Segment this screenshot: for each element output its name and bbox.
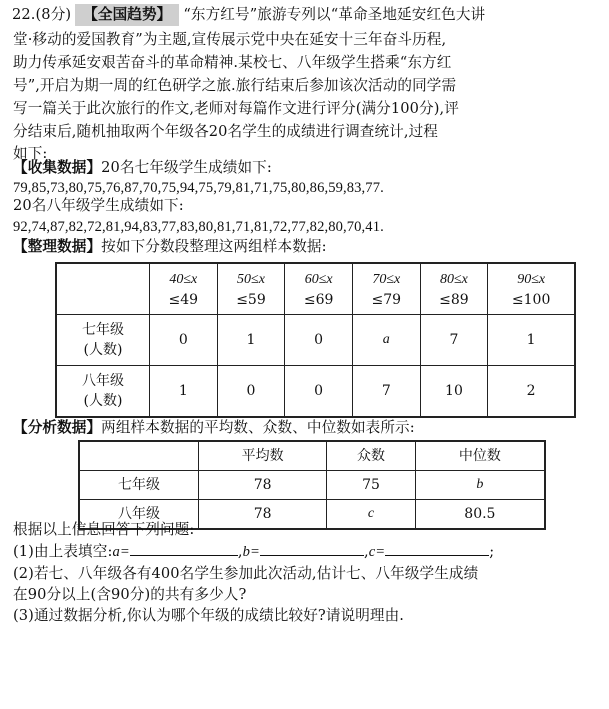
stats-header-row [79,441,545,471]
table-cell: 7 [352,366,420,418]
row-label: 七年级 [79,471,199,500]
table-cell: 80.5 [415,500,545,530]
table-cell: a [352,315,420,366]
intro-line-4: 号”,开启为期一周的红色研学之旅.旅行结束后参加该次活动的同学需 [13,77,457,94]
row-label: 八年级 [79,500,199,530]
organize-text: 按如下分数段整理这两组样本数据: [101,238,327,255]
range-header: 90≤x ≤100 [488,263,575,315]
problem-header [12,4,485,26]
table-cell: 1 [150,366,218,418]
problem-points: (8分) [35,6,72,23]
frequency-table [55,262,576,418]
range-header: 80≤x ≤89 [420,263,488,315]
grade8-title: 20名八年级学生成绩如下: [13,197,184,214]
grade8-scores: 92,74,87,82,72,81,94,83,77,83,80,81,71,81,72,77,82,80,70,41. [13,219,384,235]
frequency-header-row [56,263,575,315]
analyze-line [13,417,415,439]
collect-grade7-title: 20名七年级学生成绩如下: [101,159,272,176]
range-header: 40≤x ≤49 [150,263,218,315]
table-cell: 1 [488,315,575,366]
answer-b-label: b= [242,544,260,560]
answer-c-blank[interactable] [385,541,489,556]
intro-line-5: 写一篇关于此次旅行的作文,老师对每篇作文进行评分(满分100分),评 [13,100,459,117]
table-cell: 0 [217,366,285,418]
table-cell: c [327,500,415,530]
question-2-line-1: (2)若七、八年级各有400名学生参加此次活动,估计七、八年级学生成绩 [13,565,479,582]
stats-header: 平均数 [199,441,327,471]
stats-header: 众数 [327,441,415,471]
frequency-row-grade8 [56,366,575,418]
question-1: (1)由上表填空:a= ,b= ,c= ; [13,543,495,560]
intro-line-2: 堂·移动的爱国教育”为主题,宣传展示党中央在延安十三年奋斗历程, [13,31,447,48]
collect-label: 【收集数据】 [13,159,102,176]
stats-corner-cell [79,441,199,471]
statistics-table [78,440,546,530]
range-header: 60≤x ≤69 [285,263,353,315]
intro-line-7: 如下: [13,145,48,162]
analyze-text: 两组样本数据的平均数、众数、中位数如表所示: [101,419,415,436]
intro-line-1: “东方红号”旅游专列以“革命圣地延安红色大讲 [183,6,486,23]
frequency-corner-cell [56,263,150,315]
table-cell: 78 [199,471,327,500]
grade7-scores: 79,85,73,80,75,76,87,70,75,94,75,79,81,71,75,80,86,59,83,77. [13,180,384,196]
table-cell: 2 [488,366,575,418]
intro-line-3: 助力传承延安艰苦奋斗的革命精神.某校七、八年级学生搭乘“东方红 [13,54,452,71]
answer-a-label: a= [112,544,130,560]
organize-label: 【整理数据】 [13,238,102,255]
row-label: 七年级 (人数) [56,315,150,366]
stats-header: 中位数 [415,441,545,471]
answer-b-blank[interactable] [260,541,364,556]
question-2-line-2: 在90分以上(含90分)的共有多少人? [13,586,247,603]
range-header: 70≤x ≤79 [352,263,420,315]
table-cell: 1 [217,315,285,366]
frequency-row-grade7 [56,315,575,366]
problem-number: 22. [12,6,36,23]
table-cell: 10 [420,366,488,418]
table-cell: 7 [420,315,488,366]
answer-a-blank[interactable] [130,541,238,556]
table-cell: 75 [327,471,415,500]
range-header: 50≤x ≤59 [217,263,285,315]
questions-lead: 根据以上信息回答下列问题: [13,521,195,538]
organize-line [13,236,327,258]
analyze-label: 【分析数据】 [13,419,102,436]
row-label: 八年级 (人数) [56,366,150,418]
table-cell: 0 [285,366,353,418]
answer-c-label: c= [368,544,386,560]
trend-tag: 【全国趋势】 [75,4,179,26]
stats-row-grade7 [79,471,545,500]
table-cell: 0 [285,315,353,366]
table-cell: 0 [150,315,218,366]
intro-line-6: 分结束后,随机抽取两个年级各20名学生的成绩进行调查统计,过程 [13,123,438,140]
question-3: (3)通过数据分析,你认为哪个年级的成绩比较好?请说明理由. [13,607,405,624]
table-cell: b [415,471,545,500]
table-cell: 78 [199,500,327,530]
collect-line [13,157,272,179]
